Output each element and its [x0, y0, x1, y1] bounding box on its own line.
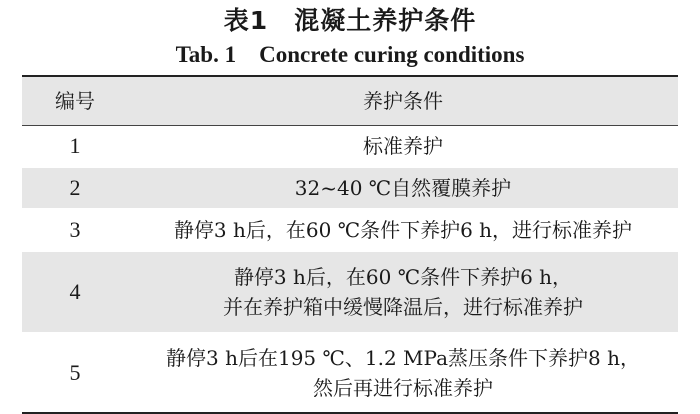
condition-line: 32~40 ℃自然覆膜养护 [294, 176, 512, 200]
row-id: 3 [69, 217, 81, 242]
table-row [22, 210, 678, 252]
header-id: 编号 [55, 89, 95, 113]
condition-line: 静停3 h后在195 ℃、1.2 MPa蒸压条件下养护8 h， [166, 346, 640, 370]
table-row [22, 334, 678, 412]
row-id: 2 [69, 175, 81, 200]
table-header-row [22, 77, 678, 126]
table-title-en: Tab. 1 Concrete curing conditions [175, 42, 525, 67]
table-title-zh: 表1 混凝土养护条件 [223, 6, 477, 35]
curing-conditions-table [22, 75, 678, 414]
row-id: 4 [69, 279, 81, 304]
table-row [22, 252, 678, 334]
table-row [22, 168, 678, 210]
header-condition: 养护条件 [363, 89, 443, 113]
row-condition [128, 343, 678, 403]
condition-line: 静停3 h后，在60 ℃条件下养护6 h，进行标准养护 [173, 218, 633, 242]
condition-line: 静停3 h后，在60 ℃条件下养护6 h， [233, 265, 573, 289]
row-id: 5 [69, 360, 81, 385]
condition-line: 标准养护 [363, 134, 443, 158]
row-condition [128, 215, 678, 245]
row-id: 1 [69, 133, 81, 158]
table-row [22, 126, 678, 168]
condition-line: 并在养护箱中缓慢降温后，进行标准养护 [223, 295, 583, 319]
condition-line: 然后再进行标准养护 [313, 376, 493, 400]
row-condition [128, 173, 678, 203]
row-condition [128, 262, 678, 322]
row-condition [128, 131, 678, 161]
